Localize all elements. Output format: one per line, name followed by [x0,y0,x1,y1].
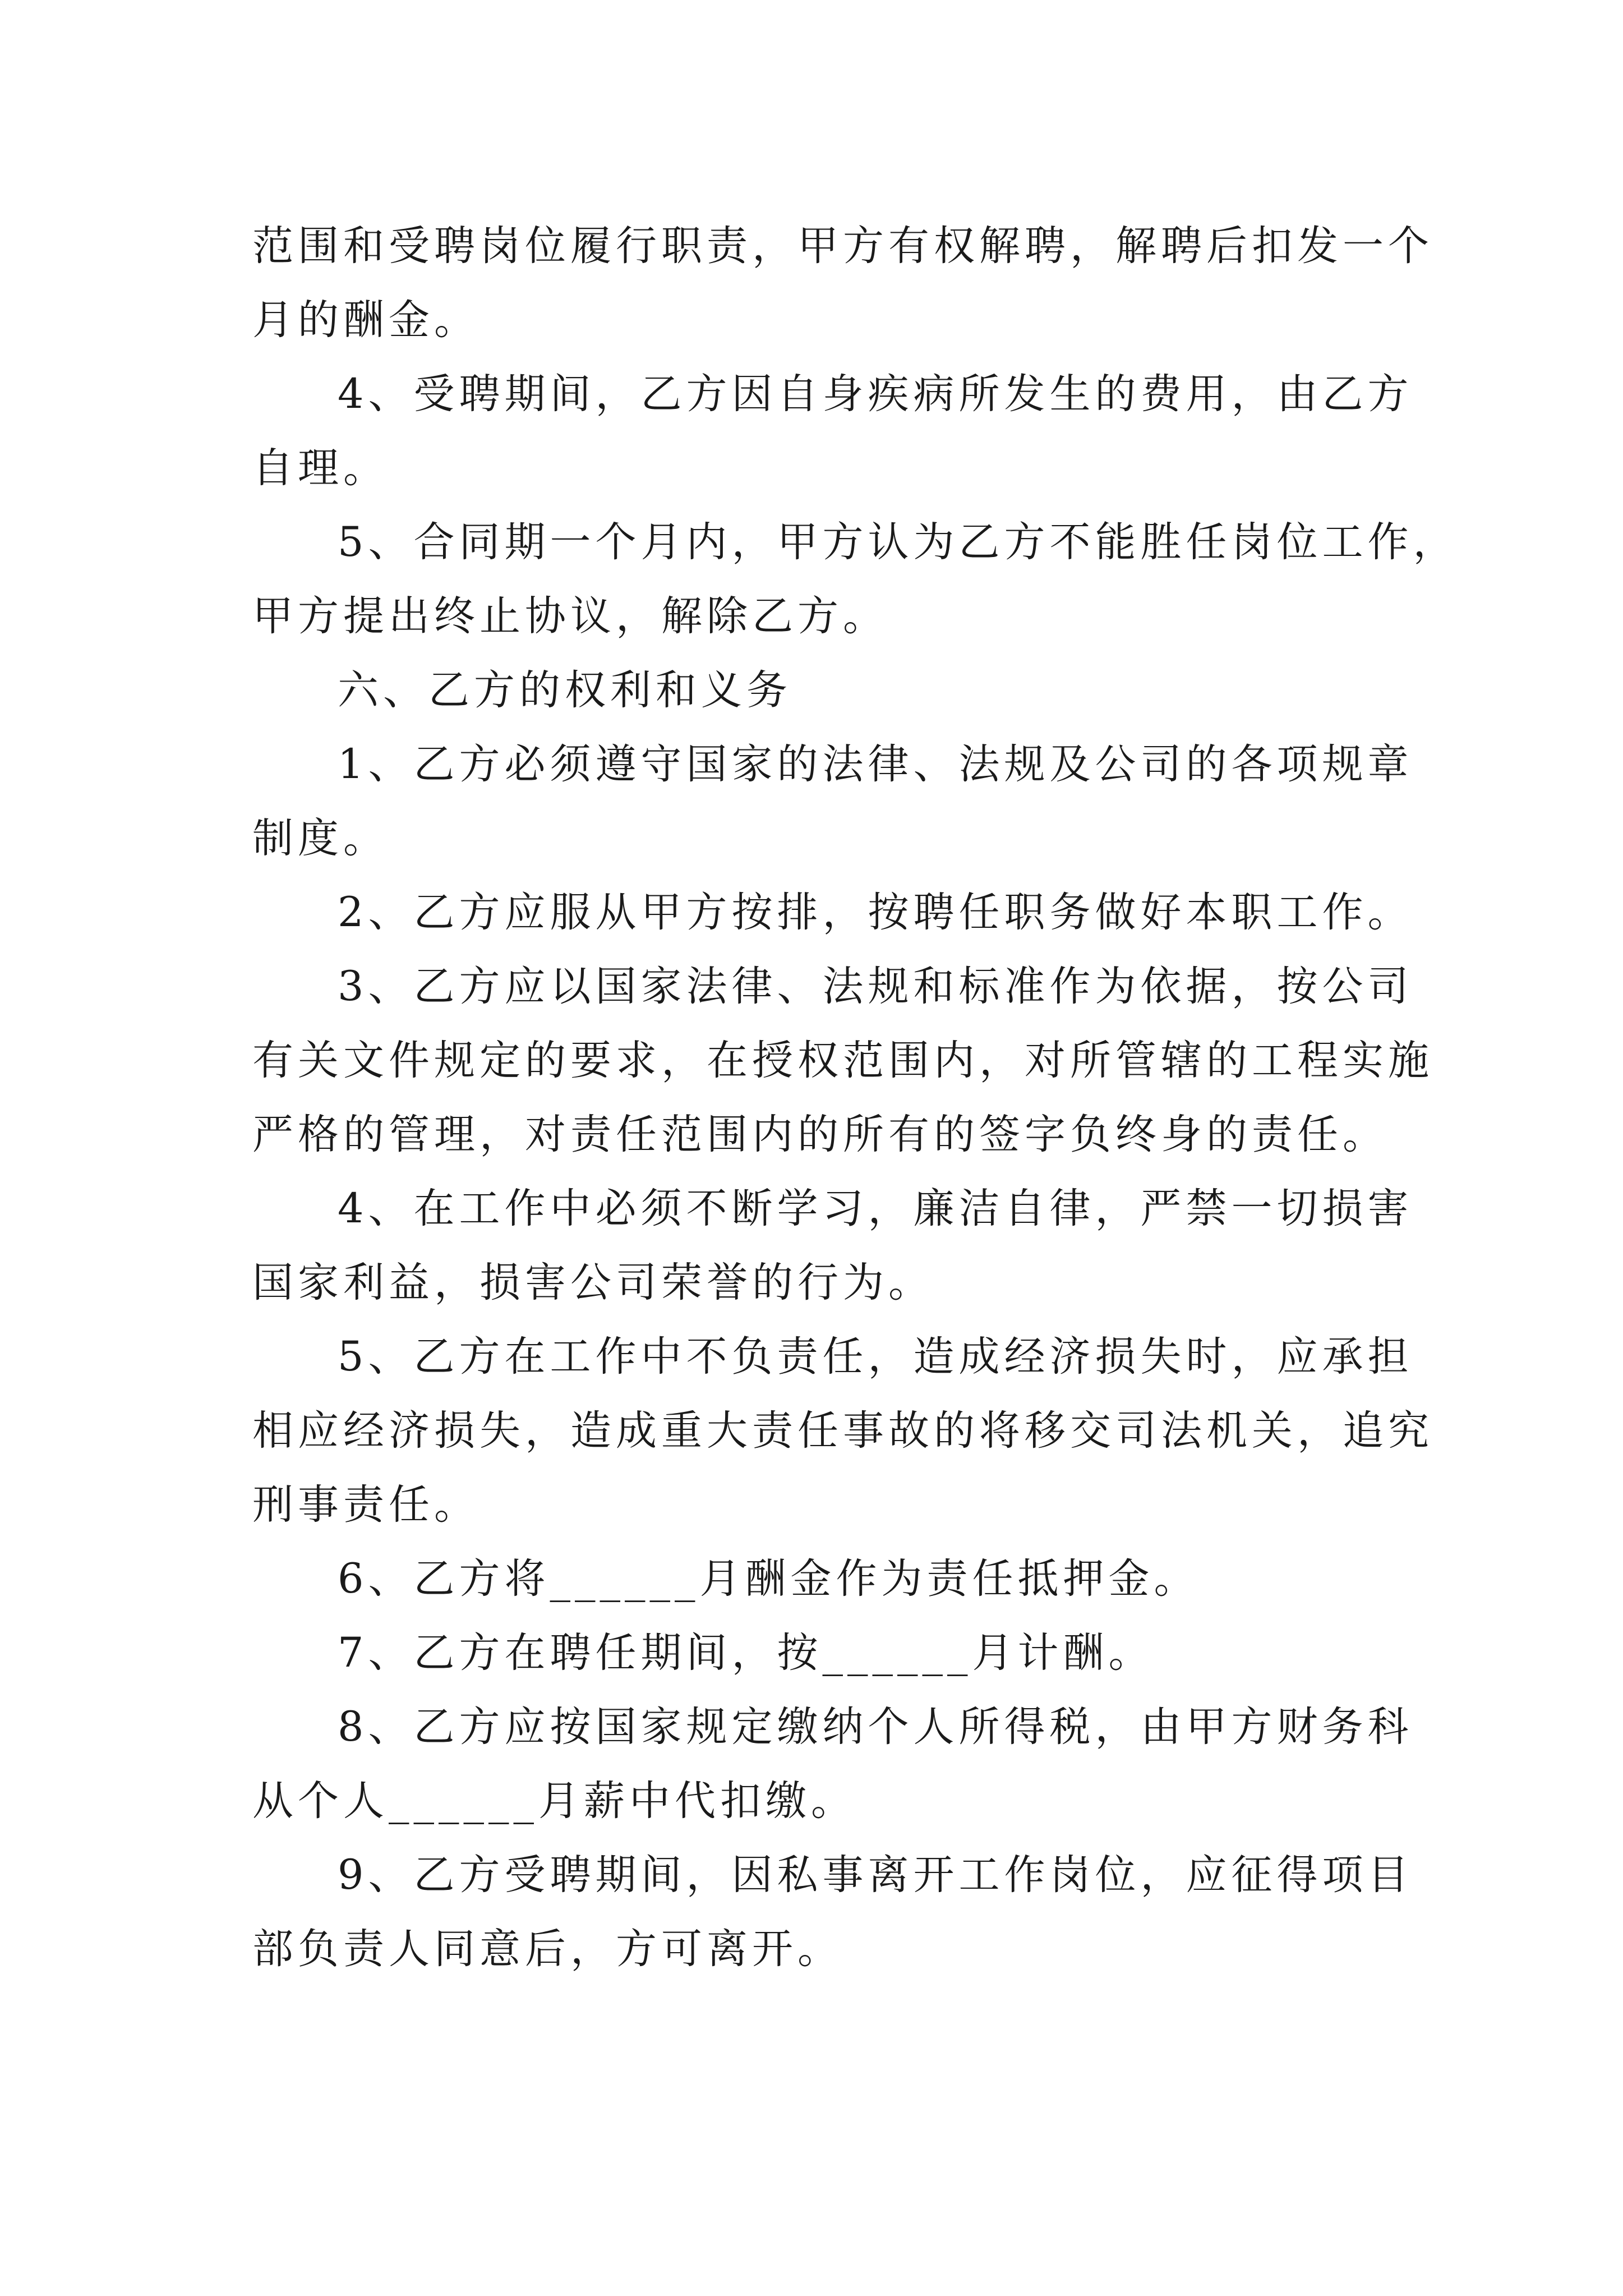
text-line: 1、乙方必须遵守国家的法律、法规及公司的各项规章 [338,740,1413,788]
text-line: 7、乙方在聘任期间，按______月计酬。 [338,1629,1154,1677]
text-line: 9、乙方受聘期间，因私事离开工作岗位，应征得项目 [338,1851,1413,1899]
text-line: 部负责人同意后，方可离开。 [252,1925,843,1973]
text-line: 5、乙方在工作中不负责任，造成经济损失时，应承担 [338,1333,1413,1381]
text-line: 从个人______月薪中代扣缴。 [252,1777,856,1825]
text-line: 自理。 [252,444,389,492]
text-line: 刑事责任。 [252,1481,479,1529]
document-body [252,209,1459,1986]
text-line: 国家利益，损害公司荣誉的行为。 [252,1259,934,1306]
text-line: 3、乙方应以国家法律、法规和标准作为依据，按公司 [338,963,1413,1010]
text-line: 5、合同期一个月内，甲方认为乙方不能胜任岗位工作， [338,518,1459,566]
text-line: 有关文件规定的要求，在授权范围内，对所管辖的工程实施 [252,1037,1433,1084]
text-line: 8、乙方应按国家规定缴纳个人所得税，由甲方财务科 [338,1703,1413,1751]
text-line: 4、受聘期间，乙方因自身疾病所发生的费用，由乙方 [338,370,1413,418]
text-line: 4、在工作中必须不断学习，廉洁自律，严禁一切损害 [338,1185,1413,1232]
text-line: 相应经济损失，造成重大责任事故的将移交司法机关，追究 [252,1407,1433,1455]
text-line: 制度。 [252,815,389,862]
text-line: 月的酬金。 [252,296,479,344]
text-line: 范围和受聘岗位履行职责，甲方有权解聘，解聘后扣发一个 [252,222,1433,270]
text-line: 严格的管理，对责任范围内的所有的签字负终身的责任。 [252,1111,1388,1158]
text-line: 6、乙方将______月酬金作为责任抵押金。 [338,1555,1200,1603]
text-line: 甲方提出终止协议，解除乙方。 [252,592,888,640]
section-heading: 六、乙方的权利和义务 [338,666,792,714]
text-line: 2、乙方应服从甲方按排，按聘任职务做好本职工作。 [338,889,1413,936]
